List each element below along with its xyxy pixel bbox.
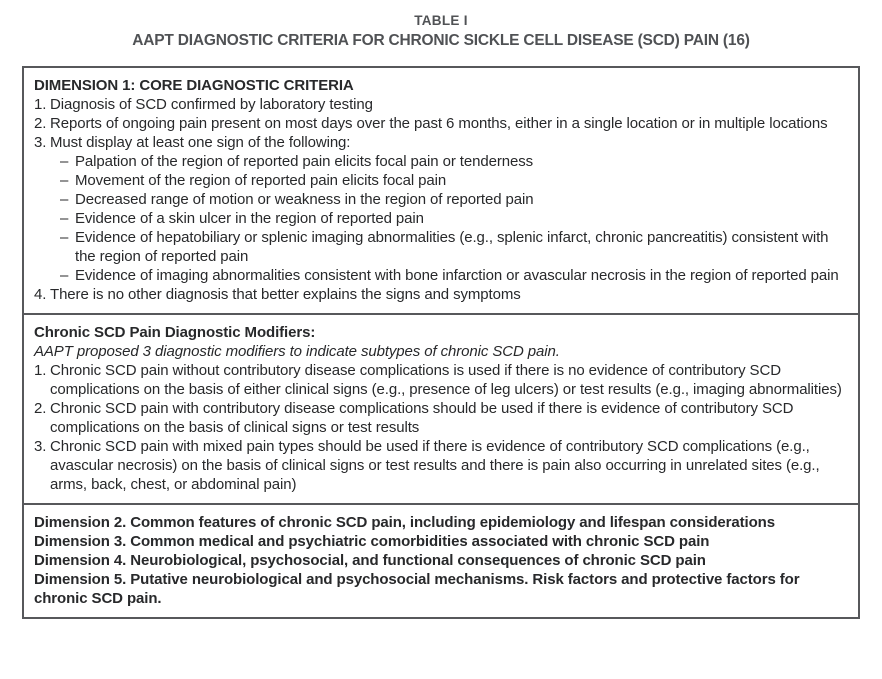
item-text: Chronic SCD pain with mixed pain types should be used if there is evidence of contributory SCD complications (e.g., avascular necrosis) on the basis of clinical signs or test results and there is pain also occurring in unrelated sites (e.g., arms, back, chest, or abdominal pain) bbox=[50, 438, 820, 493]
table-label: TABLE I bbox=[414, 13, 468, 28]
dimension-line: Dimension 2. Common features of chronic SCD pain, including epidemiology and lifespan considerations bbox=[34, 514, 775, 531]
sub-list-item bbox=[60, 190, 845, 209]
sub-list-item bbox=[60, 228, 845, 266]
sub-list-item bbox=[60, 209, 845, 228]
dimension-line: Dimension 3. Common medical and psychiatric comorbidities associated with chronic SCD pain bbox=[34, 533, 710, 550]
item-number: 3. bbox=[34, 438, 47, 455]
table-caption: AAPT DIAGNOSTIC CRITERIA FOR CHRONIC SICKLE CELL DISEASE (SCD) PAIN (16) bbox=[132, 32, 750, 49]
item-body bbox=[50, 133, 845, 285]
criteria-table bbox=[22, 66, 860, 619]
item-number: 4. bbox=[34, 286, 47, 303]
table-section-dimension-1-core-criteria bbox=[24, 68, 858, 313]
dash-marker: – bbox=[60, 172, 69, 189]
section-heading: Chronic SCD Pain Diagnostic Modifiers: bbox=[34, 324, 316, 341]
list-item bbox=[34, 114, 845, 133]
sub-item-text: Movement of the region of reported pain elicits focal pain bbox=[75, 172, 447, 189]
item-number: 2. bbox=[34, 400, 47, 417]
sub-list-item bbox=[60, 171, 845, 190]
sub-list-item bbox=[60, 266, 845, 285]
dimension-line: Dimension 4. Neurobiological, psychosocial, and functional consequences of chronic SCD pain bbox=[34, 552, 706, 569]
list-item bbox=[34, 285, 845, 304]
dash-marker: – bbox=[60, 191, 69, 208]
sub-list bbox=[60, 152, 845, 285]
item-body bbox=[50, 399, 845, 437]
item-text: Reports of ongoing pain present on most days over the past 6 months, either in a single location or in multiple locations bbox=[50, 115, 828, 132]
dimension-line: Dimension 5. Putative neurobiological and psychosocial mechanisms. Risk factors and protective factors for chronic SCD pain. bbox=[34, 571, 800, 607]
sub-item-text: Evidence of a skin ulcer in the region of reported pain bbox=[75, 210, 424, 227]
item-text: Chronic SCD pain without contributory disease complications is used if there is no evidence of contributory SCD complications on the basis of either clinical signs (e.g., presence of leg ulcers) or test results (e.g., imaging abnormalities) bbox=[50, 362, 842, 398]
sub-list-item bbox=[60, 152, 845, 171]
item-body bbox=[50, 437, 845, 494]
item-number: 3. bbox=[34, 134, 47, 151]
dash-marker: – bbox=[60, 267, 69, 284]
item-body bbox=[50, 361, 845, 399]
sub-item-text: Evidence of hepatobiliary or splenic imaging abnormalities (e.g., splenic infarct, chronic pancreatitis) consistent with the region of reported pain bbox=[75, 229, 829, 265]
section-note: AAPT proposed 3 diagnostic modifiers to indicate subtypes of chronic SCD pain. bbox=[34, 343, 560, 360]
sub-item-text: Palpation of the region of reported pain elicits focal pain or tenderness bbox=[75, 153, 533, 170]
list-item bbox=[34, 95, 845, 114]
item-body bbox=[50, 95, 845, 114]
item-text: There is no other diagnosis that better explains the signs and symptoms bbox=[50, 286, 521, 303]
sub-item-text: Evidence of imaging abnormalities consistent with bone infarction or avascular necrosis in the region of reported pain bbox=[75, 267, 839, 284]
item-number: 2. bbox=[34, 115, 47, 132]
table-section-diagnostic-modifiers bbox=[24, 313, 858, 503]
item-number: 1. bbox=[34, 96, 47, 113]
list-item bbox=[34, 437, 845, 494]
dash-marker: – bbox=[60, 153, 69, 170]
dash-marker: – bbox=[60, 229, 69, 246]
dash-marker: – bbox=[60, 210, 69, 227]
list-item bbox=[34, 133, 845, 285]
item-text: Diagnosis of SCD confirmed by laboratory testing bbox=[50, 96, 373, 113]
item-number: 1. bbox=[34, 362, 47, 379]
sub-item-text: Decreased range of motion or weakness in the region of reported pain bbox=[75, 191, 534, 208]
item-text: Chronic SCD pain with contributory disease complications should be used if there is evidence of contributory SCD complications on the basis of clinical signs or test results bbox=[50, 400, 794, 436]
section-heading: DIMENSION 1: CORE DIAGNOSTIC CRITERIA bbox=[34, 77, 354, 94]
item-body bbox=[50, 285, 845, 304]
table-title-block bbox=[0, 0, 882, 50]
item-text: Must display at least one sign of the following: bbox=[50, 134, 351, 151]
table-section-dimensions-2-to-5 bbox=[24, 503, 858, 617]
list-item bbox=[34, 361, 845, 399]
list-item bbox=[34, 399, 845, 437]
item-body bbox=[50, 114, 845, 133]
